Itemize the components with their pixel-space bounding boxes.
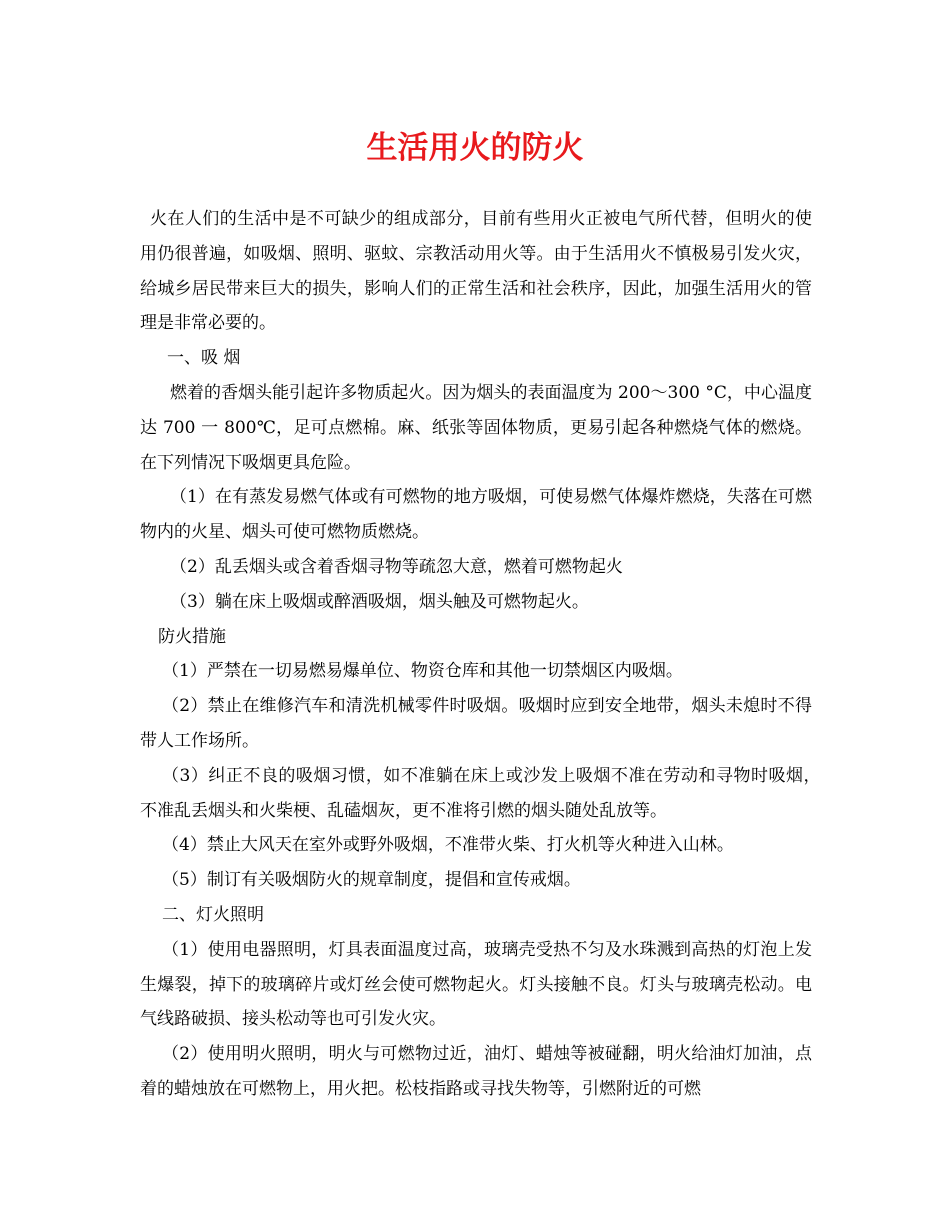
prevention-item-5: （5）制订有关吸烟防火的规章制度，提倡和宣传戒烟。 <box>162 870 581 891</box>
prevention-item-3: （3）纠正不良的吸烟习惯，如不准躺在床上或沙发上吸烟不准在劳动和寻物时吸烟， 不准乱丢烟头和火柴梗、乱磕烟灰，更不准将引燃的烟头随处乱放等。 <box>140 765 835 821</box>
lighting-item-1: （1）使用电器照明，灯具表面温度过高，玻璃壳受热不匀及水珠溅到高热的灯泡上发生爆裂，掉下的玻璃碎片或灯丝会使可燃物起火。灯头接触不良。灯头与玻璃壳松动。电气线路破损、接头松动等也可引发火灾。 <box>140 939 812 1030</box>
smoking-danger-item-1: （1）在有蒸发易燃气体或有可燃物的地方吸烟，可使易燃气体爆炸燃烧，失落在可燃物内的火星、烟头可使可燃物质燃烧。 <box>140 487 812 543</box>
document-title: 生活用火的防火 <box>366 130 584 166</box>
prevention-item-2: （2）禁止在维修汽车和清洗机械零件时吸烟。吸烟时应到安全地带，烟头未熄时不得带人工作场所。 <box>140 696 812 751</box>
smoking-danger-item-2: （2）乱丢烟头或含着香烟寻物等疏忽大意，燃着可燃物起火 <box>170 556 623 577</box>
prevention-item-1: （1）严禁在一切易燃易爆单位、物资仓库和其他一切禁烟区内吸烟。 <box>162 661 683 682</box>
section-heading-smoking: 一、吸 烟 <box>167 348 241 369</box>
section-heading-lighting: 二、灯火照明 <box>162 904 264 925</box>
lighting-item-2: （2）使用明火照明，明火与可燃物过近，油灯、蜡烛等被碰翻，明火给油灯加油，点着的蜡烛放在可燃物上，用火把。松枝指路或寻找失物等，引燃附近的可燃 <box>140 1044 812 1099</box>
subheading-fire-prevention: 防火措施 <box>158 626 226 647</box>
document-body <box>140 202 835 1107</box>
smoking-danger-item-3: （3）躺在床上吸烟或醉酒吸烟，烟头触及可燃物起火。 <box>170 591 589 612</box>
prevention-item-4: （4）禁止大风天在室外或野外吸烟，不准带火柴、打火机等火种进入山林。 <box>162 835 734 856</box>
smoking-paragraph: 燃着的香烟头能引起许多物质起火。因为烟头的表面温度为 200～300 °C，中心温度达 700 一 800℃，足可点燃棉。麻、纸张等固体物质，更易引起各种燃烧气体的燃烧。在下列情况下吸烟更具危险。 <box>140 382 812 473</box>
intro-paragraph: 火在人们的生活中是不可缺少的组成部分，目前有些用火正被电气所代替，但明火的使用仍很普遍，如吸烟、照明、驱蚊、宗教活动用火等。由于生活用火不慎极易引发火灾，给城乡居民带来巨大的损失，影响人们的正常生活和社会秩序，因此，加强生活用火的管理是非常必要的。 <box>140 209 812 334</box>
